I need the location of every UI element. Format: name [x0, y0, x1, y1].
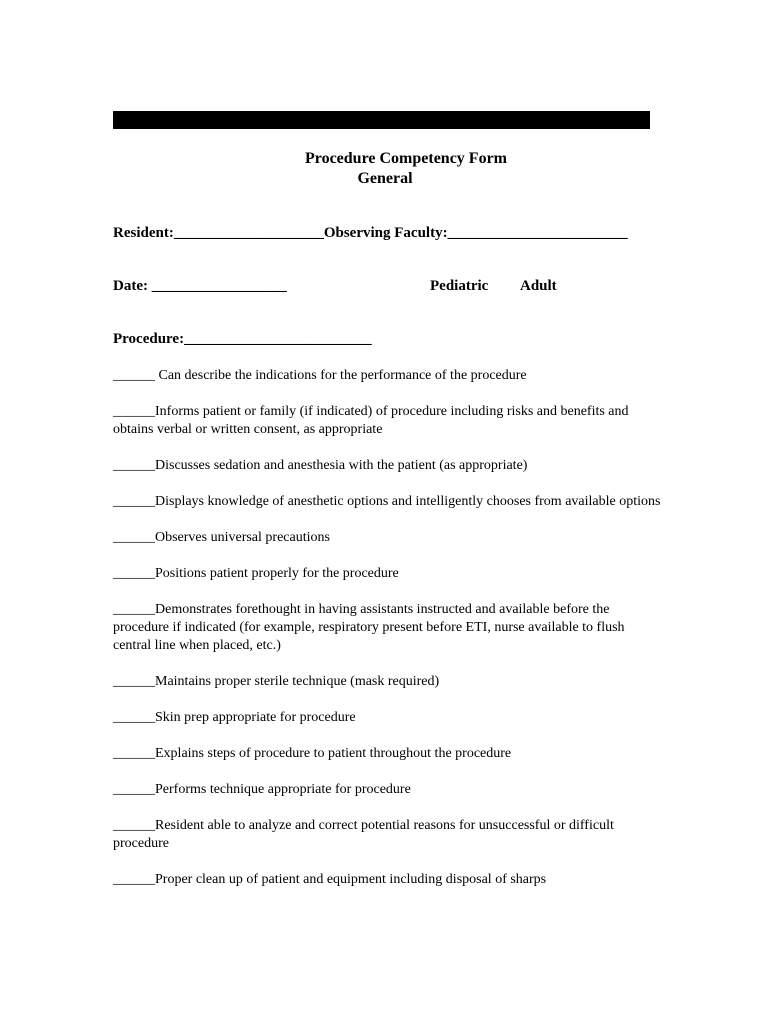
form-subtitle: General — [357, 170, 413, 187]
checklist-item[interactable]: ______Explains steps of procedure to patient throughout the procedure — [113, 746, 512, 761]
procedure-line[interactable]: Procedure:_________________________ — [113, 331, 372, 347]
checklist-item[interactable]: ______Displays knowledge of anesthetic options and intelligently chooses from available options — [113, 494, 661, 509]
checklist-item[interactable]: ______Performs technique appropriate for procedure — [113, 782, 411, 797]
checklist-item[interactable]: ______Positions patient properly for the procedure — [113, 566, 399, 581]
checklist-item[interactable]: ______Observes universal precautions — [113, 530, 330, 545]
checklist-item[interactable]: ______ Can describe the indications for the performance of the procedure — [113, 368, 527, 383]
competency-checklist — [113, 367, 663, 907]
checklist-item[interactable]: ______Skin prep appropriate for procedure — [113, 710, 356, 725]
checklist-item[interactable]: ______Resident able to analyze and correct potential reasons for unsuccessful or difficult procedure — [113, 818, 614, 851]
form-title-block — [0, 149, 770, 189]
resident-faculty-line[interactable]: Resident:____________________Observing Faculty:________________________ — [113, 225, 628, 241]
header-black-bar — [113, 111, 650, 129]
checklist-item[interactable]: ______Informs patient or family (if indicated) of procedure including risks and benefits and obtains verbal or written consent, as appropriate — [113, 404, 629, 437]
form-title: Procedure Competency Form — [304, 150, 507, 167]
date-line[interactable]: Date: __________________ — [113, 278, 287, 294]
checklist-item[interactable]: ______Discusses sedation and anesthesia with the patient (as appropriate) — [113, 458, 528, 473]
adult-option[interactable]: Adult — [520, 278, 557, 294]
checklist-item[interactable]: ______Proper clean up of patient and equipment including disposal of sharps — [113, 872, 547, 887]
pediatric-option[interactable]: Pediatric — [430, 278, 489, 294]
checklist-item[interactable]: ______Maintains proper sterile technique (mask required) — [113, 674, 440, 689]
checklist-item[interactable]: ______Demonstrates forethought in having assistants instructed and available before the procedure if indicated (for example, respiratory present before ETI, nurse available to flush central line when placed, etc.) — [113, 602, 625, 653]
